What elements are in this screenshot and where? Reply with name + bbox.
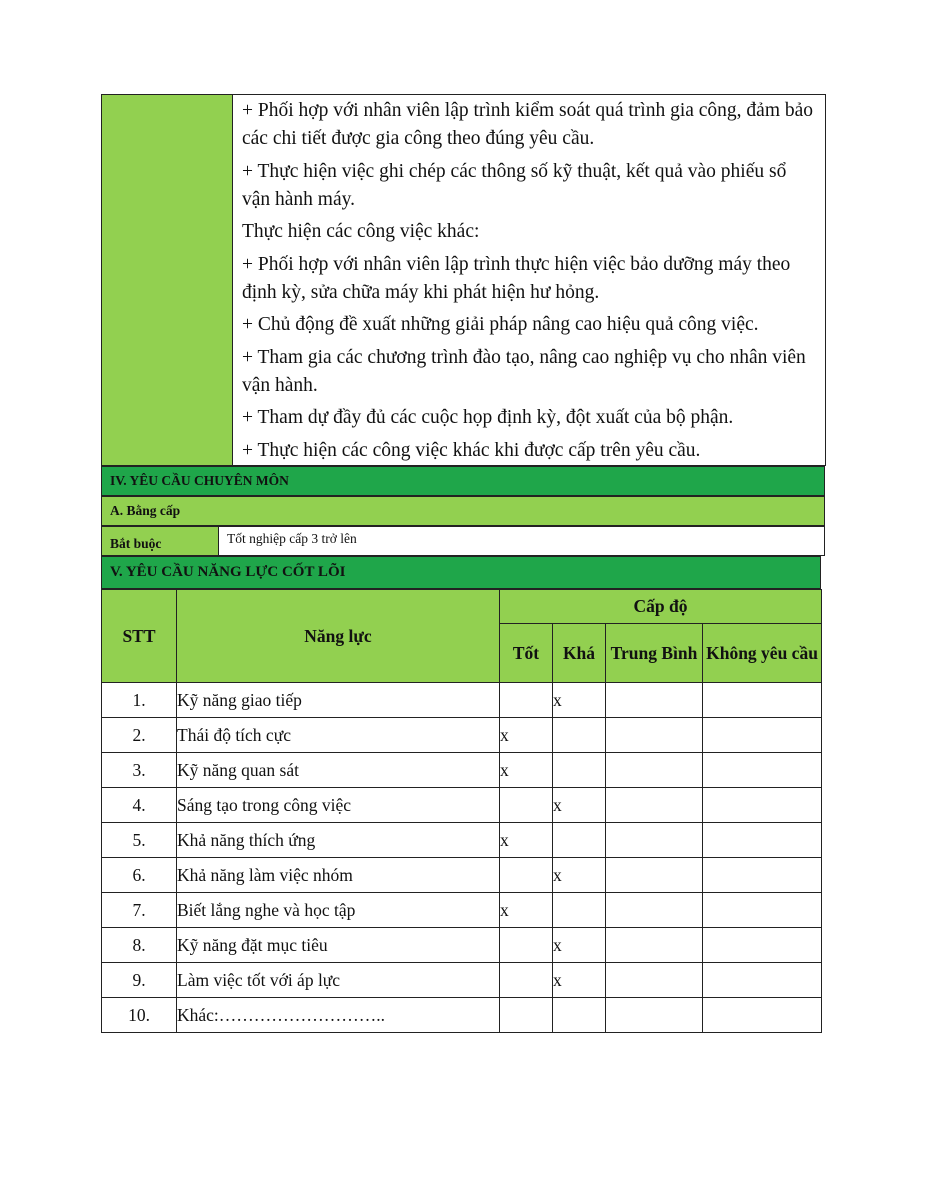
row-fair: x — [553, 963, 606, 998]
row-stt: 6. — [102, 858, 177, 893]
row-stt: 10. — [102, 998, 177, 1033]
row-good — [500, 928, 553, 963]
row-fair — [553, 823, 606, 858]
row-stt: 4. — [102, 788, 177, 823]
table-row — [102, 998, 822, 1033]
header-stt: STT — [102, 590, 177, 683]
row-average — [606, 753, 703, 788]
row-good — [500, 858, 553, 893]
row-good: x — [500, 718, 553, 753]
row-average — [606, 963, 703, 998]
row-good: x — [500, 823, 553, 858]
duty-item: + Phối hợp với nhân viên lập trình thực hiện việc bảo dưỡng máy theo định kỳ, sửa chữa máy khi phát hiện hư hỏng. — [242, 253, 791, 303]
duties-list — [242, 97, 817, 469]
duty-item: + Phối hợp với nhân viên lập trình kiểm soát quá trình gia công, đảm bảo các chi tiết được gia công theo đúng yêu cầu. — [242, 100, 814, 149]
row-average — [606, 893, 703, 928]
row-name: Kỹ năng quan sát — [177, 753, 500, 788]
row-stt: 2. — [102, 718, 177, 753]
row-fair: x — [553, 858, 606, 893]
table-row — [102, 823, 822, 858]
row-stt: 9. — [102, 963, 177, 998]
row-not-required — [703, 683, 822, 718]
row-fair: x — [553, 928, 606, 963]
section-iv-sub-a: A. Bằng cấp — [101, 496, 825, 526]
header-competency: Năng lực — [177, 590, 500, 683]
row-good — [500, 998, 553, 1033]
row-not-required — [703, 753, 822, 788]
row-name: Kỹ năng giao tiếp — [177, 683, 500, 718]
row-not-required — [703, 928, 822, 963]
row-name: Khả năng thích ứng — [177, 823, 500, 858]
row-not-required — [703, 788, 822, 823]
row-fair — [553, 893, 606, 928]
table-row — [102, 893, 822, 928]
row-stt: 3. — [102, 753, 177, 788]
required-label: Bắt buộc — [102, 527, 219, 555]
row-not-required — [703, 823, 822, 858]
row-good: x — [500, 753, 553, 788]
table-row — [102, 858, 822, 893]
row-name: Thái độ tích cực — [177, 718, 500, 753]
duties-label-cell — [102, 95, 233, 465]
required-value: Tốt nghiệp cấp 3 trở lên — [227, 531, 357, 546]
header-fair: Khá — [553, 624, 606, 683]
row-name: Sáng tạo trong công việc — [177, 788, 500, 823]
row-fair: x — [553, 788, 606, 823]
required-degree-row — [101, 526, 825, 556]
duty-item: + Thực hiện việc ghi chép các thông số kỹ thuật, kết quả vào phiếu sổ vận hành máy. — [242, 160, 787, 210]
row-fair — [553, 718, 606, 753]
duty-item: + Tham dự đầy đủ các cuộc họp định kỳ, đột xuất của bộ phận. — [242, 407, 734, 428]
section-v-title: V. YÊU CẦU NĂNG LỰC CỐT LÕI — [101, 556, 821, 589]
row-good: x — [500, 893, 553, 928]
row-fair: x — [553, 683, 606, 718]
table-row — [102, 963, 822, 998]
row-average — [606, 683, 703, 718]
row-average — [606, 823, 703, 858]
row-average — [606, 718, 703, 753]
row-name: Khả năng làm việc nhóm — [177, 858, 500, 893]
row-stt: 1. — [102, 683, 177, 718]
table-row — [102, 788, 822, 823]
row-good — [500, 963, 553, 998]
table-row — [102, 928, 822, 963]
row-stt: 8. — [102, 928, 177, 963]
row-good — [500, 683, 553, 718]
row-average — [606, 858, 703, 893]
row-name: Kỹ năng đặt mục tiêu — [177, 928, 500, 963]
header-good: Tốt — [500, 624, 553, 683]
row-not-required — [703, 963, 822, 998]
row-good — [500, 788, 553, 823]
table-row — [102, 753, 822, 788]
row-not-required — [703, 858, 822, 893]
duty-item: + Thực hiện các công việc khác khi được cấp trên yêu cầu. — [242, 439, 701, 461]
row-average — [606, 928, 703, 963]
row-name: Làm việc tốt với áp lực — [177, 963, 500, 998]
row-name: Khác:……………………….. — [177, 998, 500, 1033]
row-name: Biết lắng nghe và học tập — [177, 893, 500, 928]
table-row — [102, 718, 822, 753]
row-stt: 7. — [102, 893, 177, 928]
row-not-required — [703, 718, 822, 753]
header-average: Trung Bình — [606, 624, 703, 683]
row-fair — [553, 753, 606, 788]
duty-item: + Chủ động đề xuất những giải pháp nâng cao hiệu quả công việc. — [242, 314, 759, 335]
row-not-required — [703, 998, 822, 1033]
header-level: Cấp độ — [500, 590, 822, 624]
header-not-required: Không yêu cầu — [703, 624, 822, 683]
duty-item: Thực hiện các công việc khác: — [242, 221, 480, 242]
section-iv-title: IV. YÊU CẦU CHUYÊN MÔN — [101, 466, 825, 496]
row-average — [606, 788, 703, 823]
competency-table — [101, 589, 822, 1033]
duties-block — [101, 94, 826, 466]
row-not-required — [703, 893, 822, 928]
row-stt: 5. — [102, 823, 177, 858]
row-average — [606, 998, 703, 1033]
row-fair — [553, 998, 606, 1033]
duty-item: + Tham gia các chương trình đào tạo, nâng cao nghiệp vụ cho nhân viên vận hành. — [242, 346, 806, 396]
table-row — [102, 683, 822, 718]
